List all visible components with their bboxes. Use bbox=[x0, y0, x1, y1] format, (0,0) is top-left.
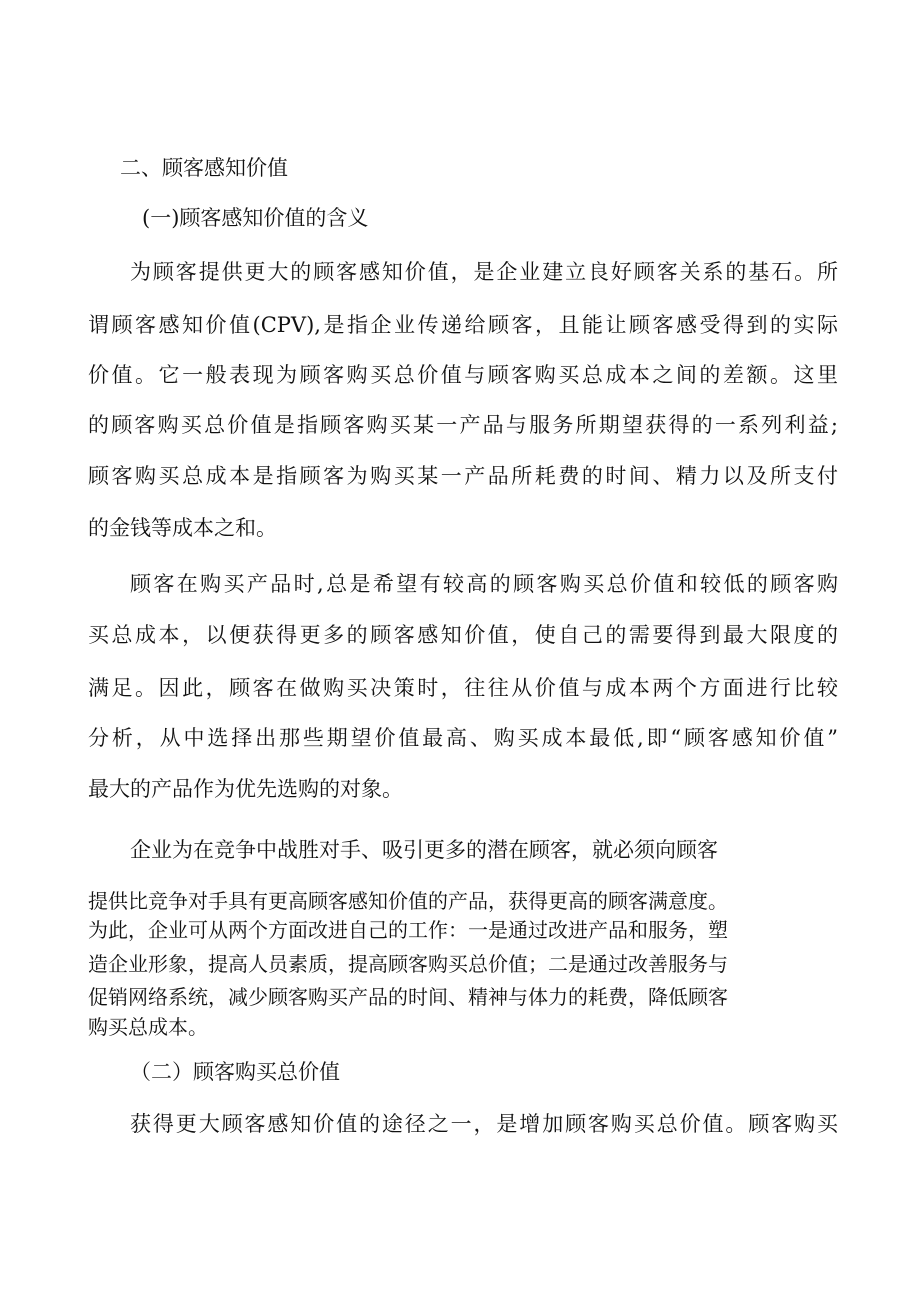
text-line: 造企业形象，提高人员素质，提高顾客购买总价值；二是通过改善服务与 bbox=[88, 952, 728, 976]
text-line: 促销网络系统，减少顾客购买产品的时间、精神与体力的耗费，降低顾客 bbox=[88, 985, 728, 1009]
text-line: 的金钱等成本之和。 bbox=[88, 516, 277, 540]
text-line: 买总成本，以便获得更多的顾客感知价值，使自己的需要得到最大限度的 bbox=[88, 623, 838, 647]
text-line: 谓顾客感知价值(CPV),是指企业传递给顾客，且能让顾客感受得到的实际 bbox=[88, 313, 838, 337]
section-heading: 二、顾客感知价值 bbox=[120, 156, 288, 180]
text-line: 的顾客购买总价值是指顾客购买某一产品与服务所期望获得的一系列利益; bbox=[88, 413, 838, 437]
text-line: 获得更大顾客感知价值的途径之一，是增加顾客购买总价值。顾客购买 bbox=[130, 1112, 838, 1136]
text-line: 价值。它一般表现为顾客购买总价值与顾客购买总成本之间的差额。这里 bbox=[88, 363, 838, 387]
text-line: 为此，企业可从两个方面改进自己的工作：一是通过改进产品和服务，塑 bbox=[88, 918, 728, 942]
text-line: 企业为在竞争中战胜对手、吸引更多的潜在顾客，就必须向顾客 bbox=[130, 838, 718, 862]
text-line: 顾客在购买产品时,总是希望有较高的顾客购买总价值和较低的顾客购 bbox=[130, 572, 838, 596]
text-line: 顾客购买总成本是指顾客为购买某一产品所耗费的时间、精力以及所支付 bbox=[88, 464, 838, 488]
text-line: 满足。因此，顾客在做购买决策时，往往从价值与成本两个方面进行比较 bbox=[88, 676, 838, 700]
subheading-total-value: （二）顾客购买总价值 bbox=[130, 1060, 340, 1084]
text-line: 购买总成本。 bbox=[88, 1015, 208, 1039]
text-line: 最大的产品作为优先选购的对象。 bbox=[88, 777, 403, 801]
subheading-cpv-meaning: (一)顾客感知价值的含义 bbox=[142, 206, 369, 230]
text-line: 提供比竞争对手具有更高顾客感知价值的产品，获得更高的顾客满意度。 bbox=[88, 889, 728, 913]
text-line: 分析，从中选择出那些期望价值最高、购买成本最低,即“顾客感知价值” bbox=[88, 726, 838, 750]
text-line: 为顾客提供更大的顾客感知价值，是企业建立良好顾客关系的基石。所 bbox=[130, 260, 838, 284]
